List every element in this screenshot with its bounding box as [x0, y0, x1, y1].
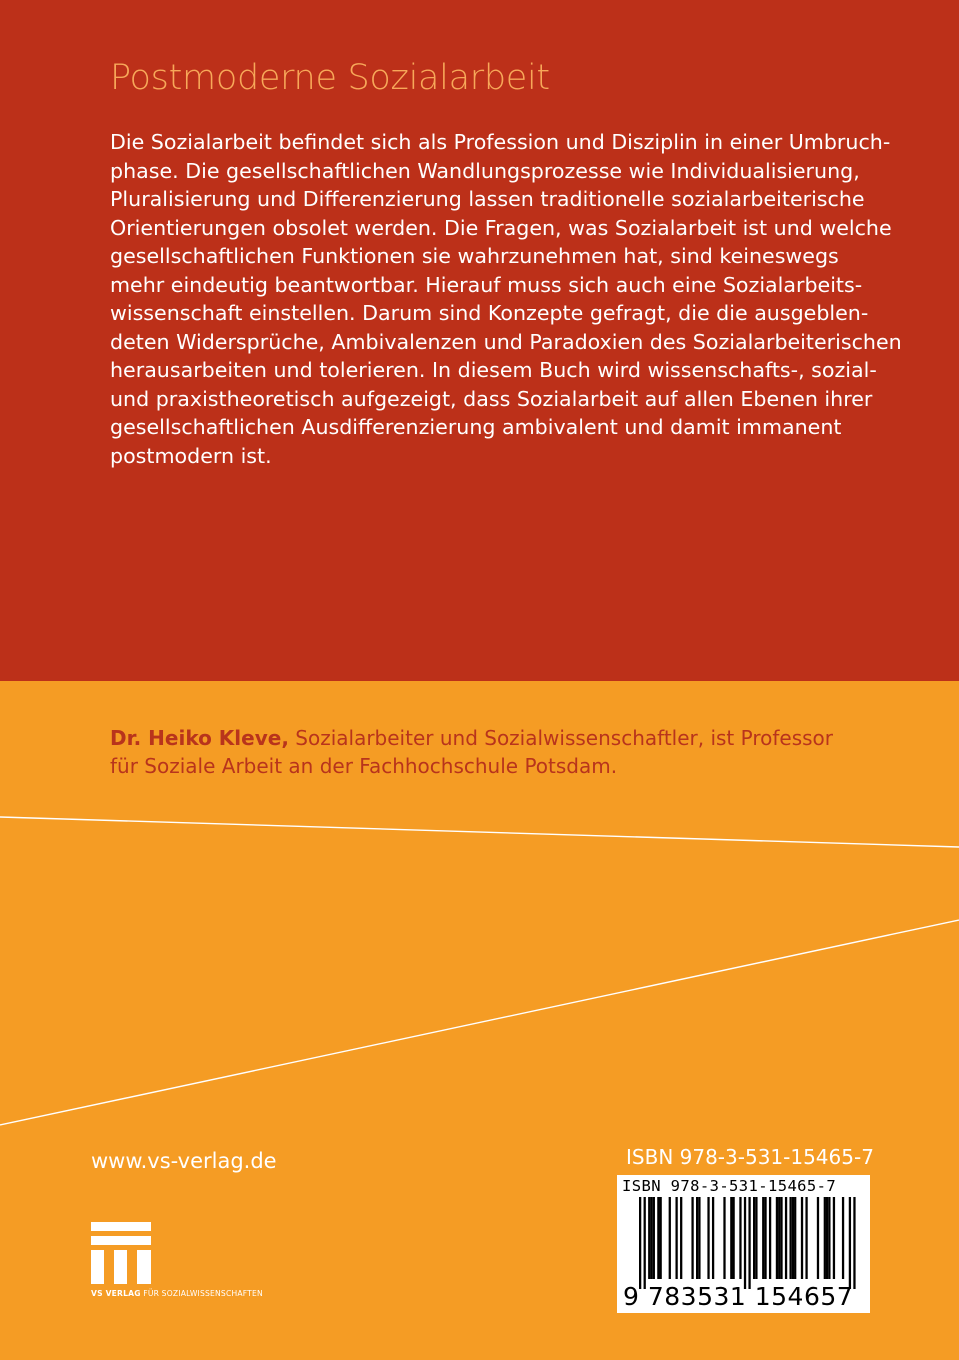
- blurb-line: Pluralisierung und Differenzierung lassen traditionelle sozialarbeiterische: [110, 187, 865, 211]
- blurb-line: gesellschaftlichen Ausdifferenzierung ambivalent und damit immanent: [110, 415, 842, 439]
- blurb-line: herausarbeiten und tolerieren. In diesem Buch wird wissenschafts-, sozial-: [110, 358, 877, 382]
- barcode-bar: [776, 1197, 778, 1279]
- publisher-caption: VS VERLAG FÜR SOZIALWISSENSCHAFTEN: [91, 1289, 263, 1298]
- barcode-bar: [653, 1197, 655, 1279]
- book-blurb: [110, 128, 902, 470]
- barcode-bar: [748, 1197, 750, 1289]
- barcode-bar: [762, 1197, 764, 1279]
- blurb-line: deten Widersprüche, Ambivalenzen und Paradoxien des Sozialarbeiterischen: [110, 329, 902, 354]
- barcode-bar: [644, 1197, 646, 1289]
- barcode-bar: [744, 1197, 746, 1289]
- author-name: Dr. Heiko Kleve,: [110, 726, 289, 750]
- barcode-bar: [849, 1197, 851, 1289]
- barcode-bar: [730, 1197, 732, 1279]
- barcode: [617, 1175, 870, 1313]
- barcode-bar: [675, 1197, 677, 1279]
- blurb-line: postmodern ist.: [110, 443, 272, 468]
- barcode-bar: [794, 1197, 796, 1279]
- barcode-bar: [778, 1197, 780, 1279]
- barcode-bar: [696, 1197, 698, 1279]
- blurb-line: und praxistheoretisch aufgezeigt, dass Sozialarbeit auf allen Ebenen ihrer: [110, 386, 873, 411]
- isbn-label: ISBN 978-3-531-15465-7: [626, 1145, 874, 1169]
- barcode-bar: [780, 1197, 782, 1279]
- barcode-bar: [817, 1197, 819, 1279]
- barcode-bar: [691, 1197, 693, 1279]
- barcode-bar: [657, 1197, 659, 1279]
- barcode-bar: [698, 1197, 700, 1279]
- barcode-digits: 9 783531 154657: [623, 1282, 854, 1311]
- barcode-bar: [680, 1197, 682, 1279]
- barcode-bar: [801, 1197, 803, 1279]
- barcode-bar: [732, 1197, 734, 1279]
- vs-verlag-logo-icon: [91, 1222, 151, 1284]
- barcode-bar: [824, 1197, 826, 1279]
- barcode-bar: [805, 1197, 807, 1279]
- barcode-bar: [753, 1197, 755, 1279]
- barcode-bar: [650, 1197, 652, 1279]
- publisher-website: www.vs-verlag.de: [91, 1149, 277, 1173]
- barcode-bar: [785, 1197, 787, 1279]
- barcode-bar: [707, 1197, 709, 1279]
- barcode-bar: [792, 1197, 794, 1279]
- barcode-bar: [764, 1197, 766, 1279]
- barcode-bar: [723, 1197, 725, 1279]
- blurb-line: Die Sozialarbeit befindet sich als Profession und Disziplin in einer Umbruch-: [110, 130, 891, 154]
- blurb-line: gesellschaftlichen Funktionen sie wahrzunehmen hat, sind keineswegs: [110, 244, 839, 268]
- author-bio: [110, 724, 890, 780]
- barcode-bar: [755, 1197, 757, 1279]
- barcode-bar: [648, 1197, 650, 1279]
- blurb-line: wissenschaft einstellen. Darum sind Konzepte gefragt, die die ausgeblen-: [110, 301, 869, 325]
- barcode-bar: [712, 1197, 714, 1279]
- author-bio-line-1: [110, 724, 890, 752]
- barcode-bar: [842, 1197, 844, 1279]
- book-title: Postmoderne Sozialarbeit: [110, 58, 550, 98]
- barcode-bar: [789, 1197, 791, 1279]
- barcode-bar: [853, 1197, 855, 1289]
- blurb-line: Orientierungen obsolet werden. Die Fragen, was Sozialarbeit ist und welche: [110, 215, 892, 240]
- barcode-bar: [833, 1197, 835, 1279]
- deco-line-1: [0, 817, 959, 847]
- author-bio-line-2: für Soziale Arbeit an der Fachhochschule Potsdam.: [110, 754, 618, 778]
- barcode-bar: [669, 1197, 671, 1279]
- author-bio-text: Sozialarbeiter und Sozialwissenschaftler, ist Professor: [288, 726, 834, 750]
- barcode-bar: [826, 1197, 828, 1279]
- barcode-isbn-text: ISBN 978-3-531-15465-7: [622, 1177, 837, 1195]
- barcode-bar: [828, 1197, 830, 1279]
- blurb-line: mehr eindeutig beantwortbar. Hierauf muss sich auch eine Sozialarbeits-: [110, 272, 863, 297]
- barcode-bar: [739, 1197, 741, 1279]
- barcode-bar: [660, 1197, 662, 1279]
- blurb-line: phase. Die gesellschaftlichen Wandlungsprozesse wie Individualisierung,: [110, 158, 860, 183]
- barcode-bar: [769, 1197, 771, 1279]
- barcode-bar: [639, 1197, 641, 1289]
- deco-line-2: [0, 920, 959, 1125]
